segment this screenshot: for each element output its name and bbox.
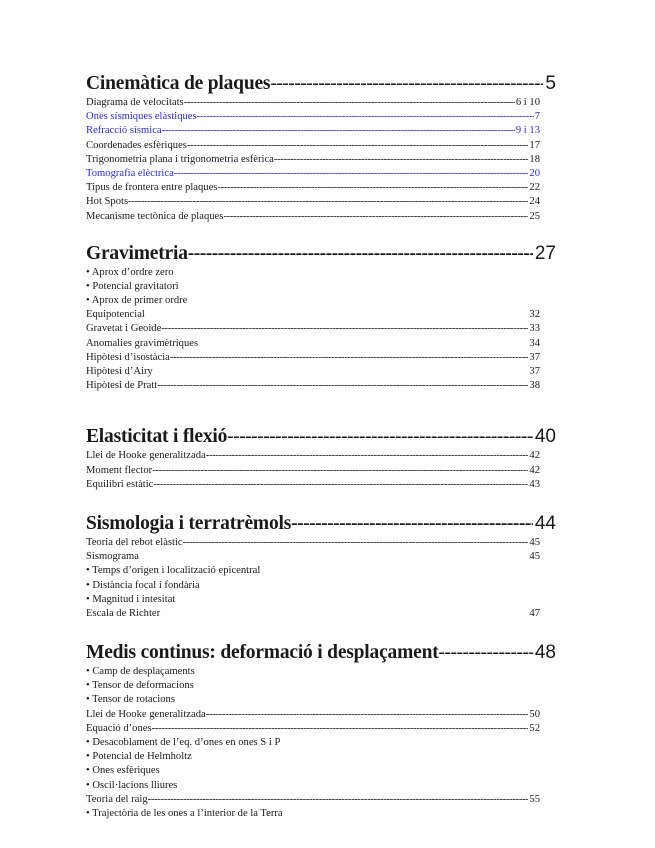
dot-leader [157, 379, 528, 393]
entry-label: Equipotencial [86, 309, 145, 321]
entry-label: Ones sísmiques elàstiques [86, 111, 197, 123]
section-heading[interactable] [86, 72, 556, 96]
dot-leader [223, 210, 528, 224]
entry-label: Hipòtesi de Pratt [86, 380, 158, 392]
entry-page: 43 [529, 478, 540, 490]
dot-leader [152, 464, 528, 478]
toc-entry[interactable] [86, 365, 556, 379]
dot-leader [197, 110, 534, 124]
spacer [86, 492, 556, 512]
toc-entry-link[interactable] [86, 124, 556, 138]
toc-entry[interactable] [86, 793, 556, 807]
toc-section-cinematica [86, 72, 556, 224]
spacer [86, 393, 556, 425]
entry-page: 18 [529, 153, 540, 165]
dot-leader [274, 153, 529, 167]
dot-leader [152, 722, 529, 736]
entry-label: Mecanisme tectònica de plaques [86, 210, 224, 222]
entry-page: 45 [529, 551, 540, 563]
toc-bullet: • Tensor de deformacions [86, 680, 194, 692]
dot-leader [206, 708, 529, 722]
entry-label: Equilibri estàtic [86, 478, 154, 490]
toc-entry[interactable] [86, 96, 556, 110]
entry-label: Refracció sísmica [86, 125, 162, 137]
dot-leader [184, 96, 515, 110]
dot-leader [128, 195, 528, 209]
entry-label: Equació d’ones [86, 722, 152, 734]
entry-page: 24 [529, 196, 540, 208]
entry-label: Escala de Richter [86, 607, 161, 619]
entry-page: 38 [529, 380, 540, 392]
table-of-contents [86, 72, 556, 821]
section-title: Sismologia i terratrèmols [86, 512, 292, 534]
toc-bullet: • Aprox d’ordre zero [86, 266, 174, 278]
section-page-number: 27 [534, 242, 556, 264]
entry-label: Hot Spots [86, 196, 129, 208]
toc-section-gravimetria [86, 242, 556, 394]
section-title: Elasticitat i flexió [86, 426, 228, 448]
toc-bullet: • Temps d’origen i localització epicentral [86, 565, 261, 577]
toc-entry[interactable] [86, 139, 556, 153]
toc-bullet: • Potencial de Helmholtz [86, 751, 192, 763]
entry-label: Tipus de frontera entre plaques [86, 182, 218, 194]
entry-page: 37 [529, 351, 540, 363]
entry-label: Llei de Hooke generalitzada [86, 450, 206, 462]
toc-entry[interactable] [86, 337, 556, 351]
toc-entry[interactable] [86, 351, 556, 365]
entry-page: 6 i 10 [515, 97, 540, 108]
dot-leader [217, 181, 528, 195]
toc-entry[interactable] [86, 607, 556, 621]
toc-entry[interactable] [86, 195, 556, 209]
toc-entry[interactable] [86, 210, 556, 224]
section-heading[interactable] [86, 512, 556, 536]
dot-leader [291, 512, 533, 536]
entry-label: Hipòtesi d’isostàcia [86, 351, 170, 363]
section-title: Cinemàtica de plaques [86, 73, 271, 94]
toc-entry[interactable] [86, 153, 556, 167]
entry-label: Llei de Hooke generalitzada [86, 708, 206, 720]
toc-entry[interactable] [86, 379, 556, 393]
entry-page: 7 [534, 111, 540, 123]
entry-page: 37 [529, 366, 540, 377]
dot-leader [188, 242, 533, 266]
entry-page: 34 [529, 337, 540, 349]
section-page-number: 48 [534, 642, 556, 664]
toc-bullet: • Tensor de rotacions [86, 694, 175, 706]
toc-entry[interactable] [86, 536, 556, 550]
dot-leader [270, 72, 543, 96]
entry-page: 52 [529, 722, 540, 734]
toc-entry[interactable] [86, 181, 556, 195]
entry-label: Gravetat i Geoide [86, 323, 162, 335]
entry-label: Diagrama de velocitats [86, 97, 184, 108]
entry-page: 42 [529, 450, 540, 462]
toc-entry[interactable] [86, 449, 556, 463]
toc-entry[interactable] [86, 478, 556, 492]
toc-section-sismologia [86, 512, 556, 621]
toc-bullet: • Oscil·lacions lliures [86, 779, 178, 791]
toc-entry[interactable] [86, 722, 556, 736]
entry-page: 50 [529, 708, 540, 720]
dot-leader [148, 793, 529, 807]
entry-page: 45 [529, 536, 540, 548]
toc-entry[interactable] [86, 464, 556, 478]
section-page-number: 44 [534, 512, 556, 534]
section-heading[interactable] [86, 641, 556, 665]
dot-leader [170, 351, 529, 365]
entry-page: 9 i 13 [515, 125, 540, 137]
dot-leader [187, 139, 529, 153]
entry-label: Sismograma [86, 551, 139, 563]
dot-leader [183, 536, 529, 550]
entry-label: Teoria del raig [86, 793, 148, 805]
entry-page: 42 [529, 464, 540, 476]
spacer [86, 224, 556, 242]
dot-leader [174, 167, 529, 181]
section-heading[interactable] [86, 242, 556, 266]
entry-label: Tomografia elèctrica [86, 167, 174, 179]
entry-label: Hipòtesi d’Airy [86, 366, 153, 377]
toc-bullet: • Magnitud i intesitat [86, 593, 176, 605]
toc-bullet: • Trajectòria de les ones a l’interior de la Terra [86, 807, 283, 819]
toc-entry-link[interactable] [86, 167, 556, 181]
entry-label: Coordenades esfèriques [86, 139, 187, 151]
entry-page: 47 [529, 607, 540, 619]
entry-label: Teoria del rebot elàstic [86, 536, 183, 548]
toc-entry[interactable] [86, 322, 556, 336]
toc-bullet: • Distància focal i fondària [86, 579, 200, 591]
dot-leader [162, 124, 515, 138]
entry-page: 25 [529, 210, 540, 222]
entry-page: 33 [529, 323, 540, 335]
toc-bullet: • Potencial gravitatori [86, 280, 179, 292]
toc-bullet: • Desacoblament de l’eq. d’ones en ones S i P [86, 737, 281, 748]
entry-page: 20 [529, 167, 540, 179]
toc-entry[interactable] [86, 708, 556, 722]
entry-page: 55 [529, 793, 540, 805]
section-heading[interactable] [86, 425, 556, 449]
dot-leader [206, 449, 529, 463]
toc-bullet: • Ones esfèriques [86, 765, 160, 777]
toc-section-elasticitat [86, 425, 556, 492]
toc-section-medis-continus [86, 641, 556, 821]
toc-bullet: • Aprox de primer ordre [86, 295, 188, 307]
spacer [86, 621, 556, 641]
entry-label: Trigonometria plana i trigonometria esfèrica [86, 153, 274, 165]
section-page-number: 5 [545, 73, 556, 94]
entry-label: Anomalies gravimètriques [86, 337, 199, 349]
entry-label: Moment flector [86, 464, 153, 476]
entry-page: 32 [529, 309, 540, 321]
dot-leader [161, 322, 528, 336]
dot-leader [227, 425, 533, 449]
toc-entry-link[interactable] [86, 110, 556, 124]
toc-entry[interactable] [86, 550, 556, 564]
entry-page: 17 [529, 139, 540, 151]
section-page-number: 40 [534, 426, 556, 448]
dot-leader [153, 478, 528, 492]
section-title: Gravimetria [86, 242, 188, 264]
entry-page: 22 [529, 182, 540, 194]
toc-bullet: • Camp de desplaçaments [86, 666, 195, 678]
dot-leader [439, 641, 533, 665]
section-title: Medis continus: deformació i desplaçament [86, 642, 439, 664]
toc-entry[interactable] [86, 308, 556, 322]
